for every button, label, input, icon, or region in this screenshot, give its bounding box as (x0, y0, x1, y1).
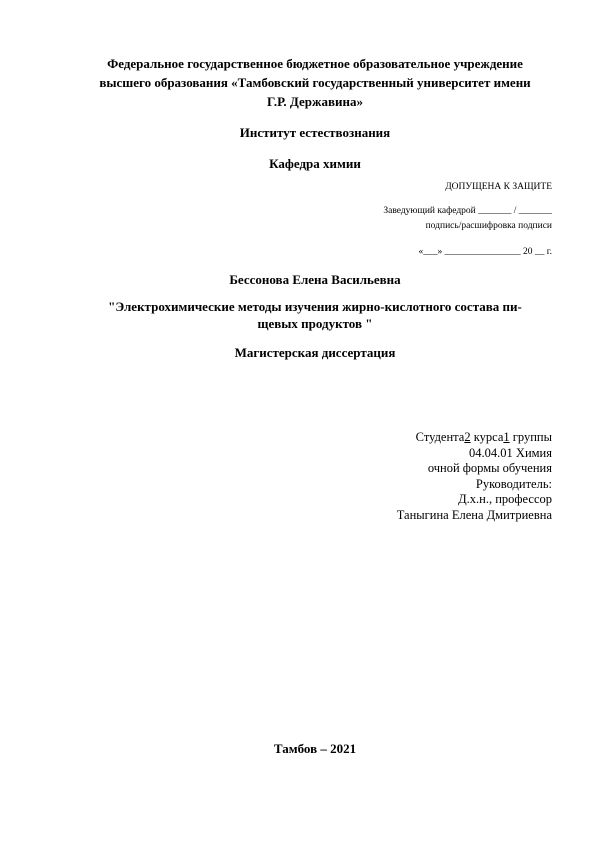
group-label: группы (509, 430, 552, 444)
approval-head-line: Заведующий кафедрой _______ / _______ (383, 206, 552, 216)
group-value: 1 (503, 430, 510, 444)
course-label: курса (470, 430, 504, 444)
department-name: Кафедра химии (269, 156, 361, 171)
thesis-type: Магистерская диссертация (234, 345, 396, 360)
header-line-3: Г.Р. Державина» (267, 94, 363, 109)
course-value: 2 (464, 430, 471, 444)
student-info-block (397, 430, 552, 523)
header-line-1: Федеральное государственное бюджетное образовательное учреждение (107, 56, 523, 71)
institute-name: Институт естествознания (239, 125, 391, 140)
author-name: Бессонова Елена Васильевна (229, 272, 401, 287)
approval-date-line: «___» ________________ 20 __ г. (418, 247, 552, 257)
thesis-title-line-2: щевых продуктов " (257, 316, 373, 331)
approval-title: ДОПУЩЕНА К ЗАЩИТЕ (445, 182, 552, 192)
footer-city-year: Тамбов – 2021 (273, 741, 357, 756)
approval-signature-hint: подпись/расшифровка подписи (425, 221, 552, 231)
student-course-group-line (397, 430, 552, 446)
supervisor-degree: Д.х.н., профессор (458, 492, 552, 506)
supervisor-name: Таныгина Елена Дмитриевна (396, 507, 552, 522)
specialty: 04.04.01 Химия (469, 445, 552, 460)
header-line-2: высшего образования «Тамбовский государственный университет имени (99, 75, 531, 90)
study-form: очной формы обучения (427, 461, 552, 475)
thesis-title-line-1: "Электрохимические методы изучения жирно-кислотного состава пи- (108, 299, 522, 314)
student-prefix: Студента (415, 430, 465, 444)
supervisor-label: Руководитель: (475, 476, 552, 491)
